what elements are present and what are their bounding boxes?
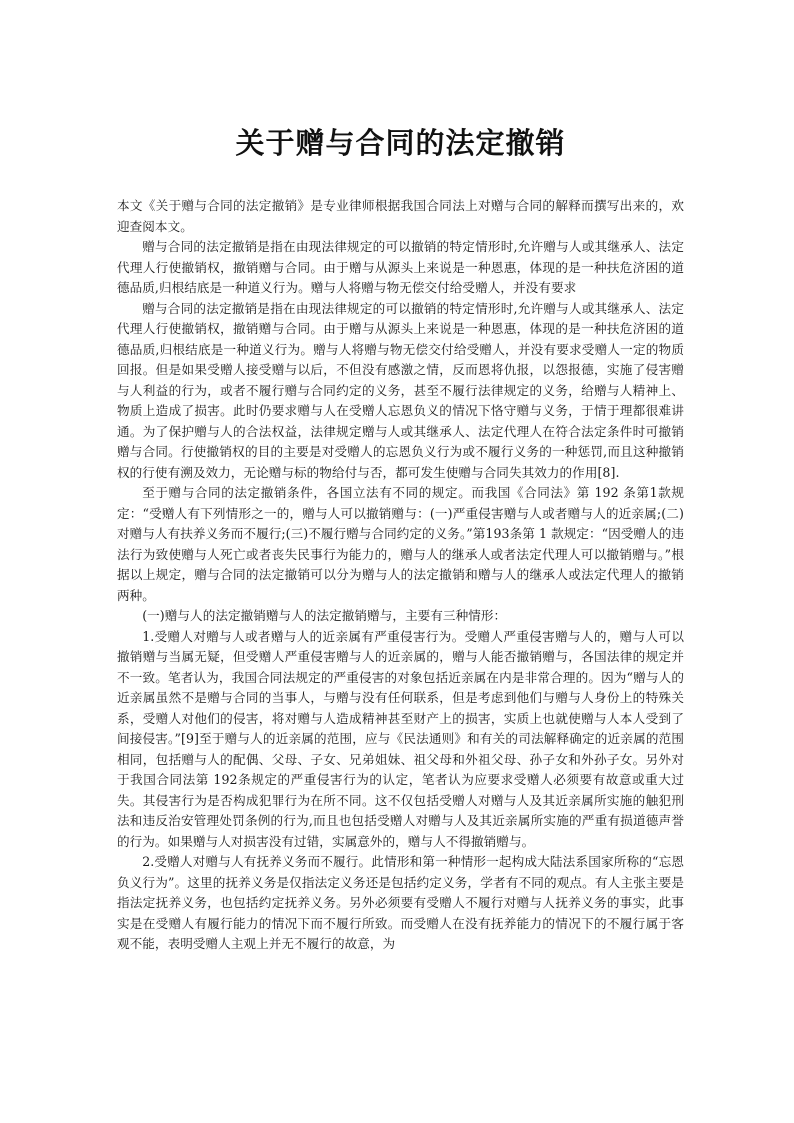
- paragraph-intro: 本文《关于赠与合同的法定撤销》是专业律师根据我国合同法上对赠与合同的解释而撰写出来的，欢迎查阅本文。: [117, 198, 684, 234]
- paragraph-section-heading: (一)赠与人的法定撤销赠与人的法定撤销赠与，主要有三种情形：: [142, 608, 507, 623]
- paragraph: 2.受赠人对赠与人有抚养义务而不履行。此情形和第一种情形一起构成大陆法系国家所称的“忘恩负义行为”。这里的抚养义务是仅指法定义务还是包括约定义务，学者有不同的观点。有人主张主要是指法定抚养义务，也包括约定抚养义务。另外必须要有受赠人不履行对赠与人抚养义务的事实，此事实是在受赠人有履行能力的情况下而不履行所致。而受赠人在没有抚养能力的情况下的不履行属于客观不能，表明受赠人主观上并无不履行的故意，为: [117, 854, 684, 951]
- paragraph: 赠与合同的法定撤销是指在由现法律规定的可以撤销的特定情形时,允许赠与人或其继承人、法定代理人行使撤销权，撤销赠与合同。由于赠与从源头上来说是一种恩惠，体现的是一种扶危济困的道德品质,归根结底是一种道义行为。赠与人将赠与物无偿交付给受赠人，并没有要求: [117, 239, 684, 295]
- document-title: 关于赠与合同的法定撤销: [235, 126, 566, 160]
- paragraph: 赠与合同的法定撤销是指在由现法律规定的可以撤销的特定情形时,允许赠与人或其继承人、法定代理人行使撤销权，撤销赠与合同。由于赠与从源头上来说是一种恩惠，体现的是一种扶危济困的道德品质,归根结底是一种道义行为。赠与人将赠与物无偿交付给受赠人，并没有要求受赠人一定的物质回报。但是如果受赠人接受赠与以后，不但没有感激之情，反而恩将仇报，以怨报德，实施了侵害赠与人利益的行为，或者不履行赠与合同约定的义务，甚至不履行法律规定的义务，给赠与人精神上、物质上造成了损害。此时仍要求赠与人在受赠人忘恩负义的情况下恪守赠与义务，于情于理都很难讲通。为了保护赠与人的合法权益，法律规定赠与人或其继承人、法定代理人在符合法定条件时可撤销赠与合同。行使撤销权的目的主要是对受赠人的忘恩负义行为或不履行义务的一种惩罚,而且这种撤销权的行使有溯及效力，无论赠与标的物给付与否，都可发生使赠与合同失其效力的作用[8].: [117, 300, 684, 480]
- document-page: [117, 118, 684, 955]
- paragraph: 至于赠与合同的法定撤销条件，各国立法有不同的规定。而我国《合同法》第 192 条第1款规定：“受赠人有下列情形之一的，赠与人可以撤销赠与：(一)严重侵害赠与人或者赠与人的近亲属;(二)对赠与人有扶养义务而不履行;(三)不履行赠与合同约定的义务。”第193条第 1 款规定：“因受赠人的违法行为致使赠与人死亡或者丧失民事行为能力的，赠与人的继承人或者法定代理人可以撤销赠与。”根据以上规定，赠与合同的法定撤销可以分为赠与人的法定撤销和赠与人的继承人或法定代理人的撤销两种。: [117, 485, 685, 603]
- document-body: [117, 196, 684, 955]
- paragraph: 1.受赠人对赠与人或者赠与人的近亲属有严重侵害行为。受赠人严重侵害赠与人的，赠与人可以撤销赠与当属无疑，但受赠人严重侵害赠与人的近亲属的，赠与人能否撤销赠与，各国法律的规定并不一致。笔者认为，我国合同法规定的严重侵害的对象包括近亲属在内是非常合理的。因为“赠与人的近亲属虽然不是赠与合同的当事人，与赠与没有任何联系，但是考虑到他们与赠与人身份上的特殊关系，受赠人对他们的侵害，将对赠与人造成精神甚至财产上的损害，实质上也就使赠与人本人受到了间接侵害。”[9]至于赠与人的近亲属的范围，应与《民法通则》和有关的司法解释确定的近亲属的范围相同，包括赠与人的配偶、父母、子女、兄弟姐妹、祖父母和外祖父母、孙子女和外孙子女。另外对于我国合同法第 192条规定的严重侵害行为的认定，笔者认为应要求受赠人必须要有故意或重大过失。其侵害行为是否构成犯罪行为在所不同。这不仅包括受赠人对赠与人及其近亲属所实施的触犯刑法和违反治安管理处罚条例的行为,而且也包括受赠人对赠与人及其近亲属所实施的严重有损道德声誉的行为。如果赠与人对损害没有过错，实属意外的，赠与人不得撤销赠与。: [117, 628, 684, 849]
